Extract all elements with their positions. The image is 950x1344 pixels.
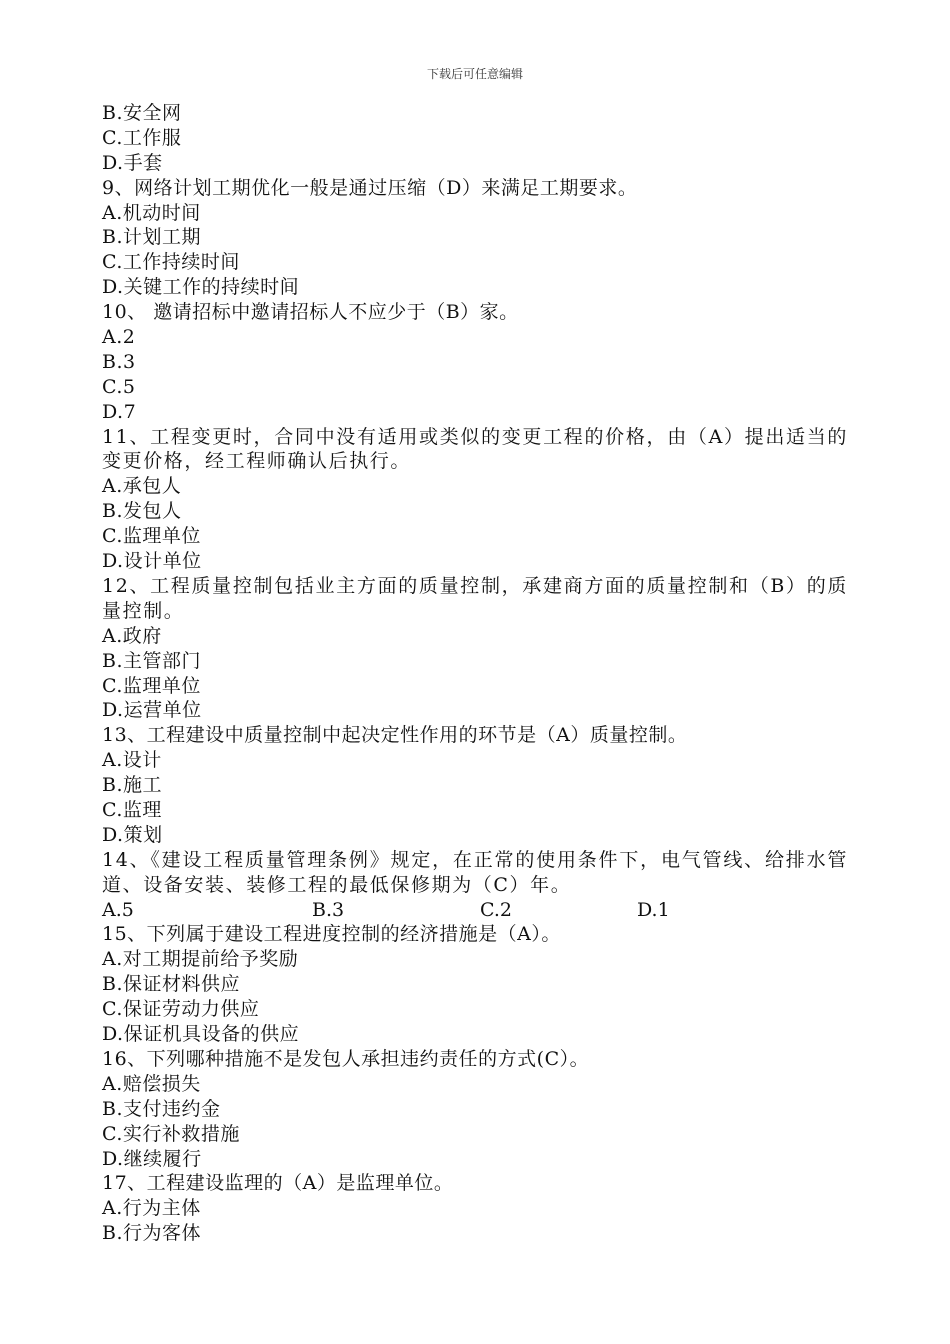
question-text: 15、下列属于建设工程进度控制的经济措施是（A）。 [102,923,561,946]
answer-option: A.承包人 [102,475,182,498]
question-text: 12、工程质量控制包括业主方面的质量控制，承建商方面的质量控制和（B）的质量控制。 [102,574,848,622]
answer-option: A.设计 [102,749,162,772]
question-text: 17、工程建设监理的（A）是监理单位。 [102,1172,454,1195]
answer-option: C.保证劳动力供应 [102,998,260,1021]
document-body [102,101,848,1246]
answer-option: B.发包人 [102,500,182,523]
option-item: C.2 [480,898,512,921]
question-text: 10、 邀请招标中邀请招标人不应少于（B）家。 [102,301,519,324]
answer-option: C.监理 [102,799,162,821]
answer-option: D.关键工作的持续时间 [102,276,300,299]
answer-option: A.政府 [102,624,162,647]
question-text: 13、工程建设中质量控制中起决定性作用的环节是（A）质量控制。 [102,724,688,747]
answer-option: D.手套 [102,151,163,174]
answer-option: D.策划 [102,823,163,846]
answer-option: B.保证材料供应 [102,973,241,996]
answer-option: D.继续履行 [102,1147,202,1170]
answer-option: B.计划工期 [102,226,202,249]
answer-option: A.赔偿损失 [102,1072,201,1095]
answer-option: C.实行补救措施 [102,1122,240,1145]
question-text: 11、工程变更时，合同中没有适用或类似的变更工程的价格，由（A）提出适当的变更价格，经工程师确认后执行。 [102,425,848,473]
answer-option: A.机动时间 [102,201,201,224]
question-text: 9、网络计划工期优化一般是通过压缩（D）来满足工期要求。 [102,176,638,199]
answer-option: C.监理单位 [102,525,201,548]
answer-option: A.对工期提前给予奖励 [102,948,299,971]
answer-option: B.3 [102,350,136,373]
answer-option: D.7 [102,400,137,423]
option-item: A.5 [102,898,134,921]
answer-option: A.行为主体 [102,1197,201,1220]
answer-option: C.5 [102,375,136,398]
answer-option: D.设计单位 [102,550,202,573]
answer-option: A.2 [102,326,136,349]
question-text: 14、《建设工程质量管理条例》规定，在正常的使用条件下，电气管线、给排水管道、设备安装、装修工程的最低保修期为（C）年。 [102,848,848,896]
option-item: D.1 [637,898,670,921]
answer-option: D.运营单位 [102,699,202,722]
question-text: 16、下列哪种措施不是发包人承担违约责任的方式(C）。 [102,1047,590,1070]
page-header: 下载后可任意编辑 [426,67,523,81]
answer-option: C.监理单位 [102,674,201,697]
answer-option: B.主管部门 [102,649,202,672]
answer-option: B.安全网 [102,102,182,124]
answer-option: D.保证机具设备的供应 [102,1023,300,1046]
answer-option: C.工作服 [102,126,182,149]
options-row [102,898,848,923]
answer-option: B.行为客体 [102,1222,202,1245]
option-item: B.3 [312,898,345,921]
answer-option: C.工作持续时间 [102,251,240,274]
answer-option: B.支付违约金 [102,1097,221,1120]
answer-option: B.施工 [102,774,163,797]
